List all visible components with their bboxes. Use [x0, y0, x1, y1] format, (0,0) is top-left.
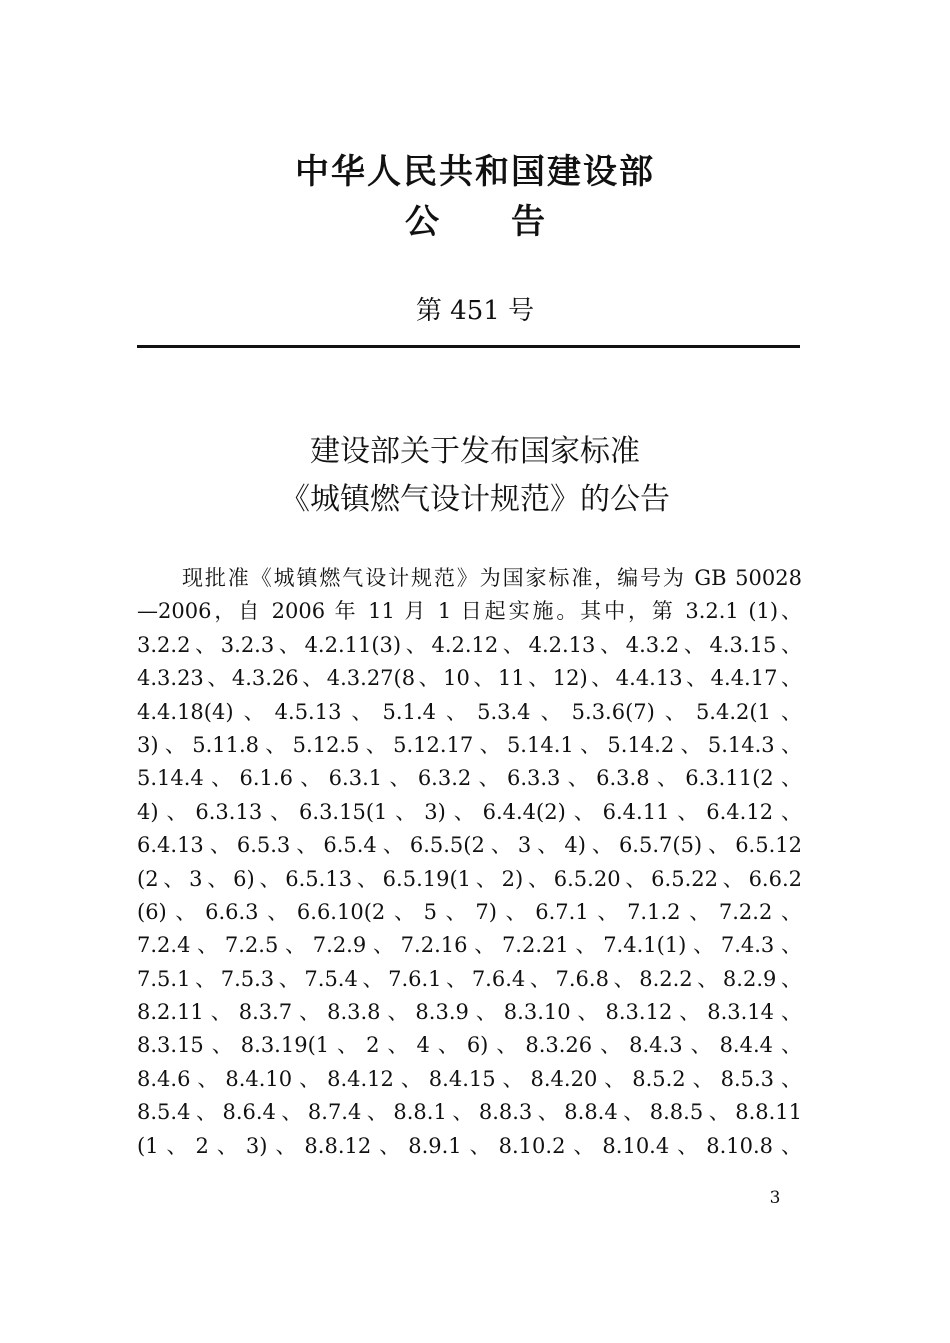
body-line: 8.4.6、8.4.10、8.4.12、8.4.15、8.4.20、8.5.2、8.5.3、: [137, 1066, 802, 1091]
body-line: 4.3.23、4.3.26、4.3.27(8、10、11、12)、4.4.13、4.4.17、: [137, 666, 802, 691]
body-line: 8.2.11、8.3.7、8.3.8、8.3.9、8.3.10、8.3.12、8.3.14、: [137, 1000, 802, 1025]
header-divider: [137, 345, 800, 348]
body-line: —2006，自 2006 年 11 月 1 日起实施。其中，第 3.2.1 (1)、: [137, 599, 802, 624]
body-line: 6.4.13、6.5.3、6.5.4、6.5.5(2、3、4)、6.5.7(5)、6.5.12: [137, 833, 802, 858]
notice-number: 第 451 号: [415, 296, 535, 326]
body-line: (1、2、3)、8.8.12、8.9.1、8.10.2、8.10.4、8.10.8、: [137, 1133, 802, 1158]
body-line: 4.4.18(4)、4.5.13、5.1.4、5.3.4、5.3.6(7)、5.4.2(1、: [137, 699, 802, 724]
notice-word-1: 公: [405, 202, 439, 242]
announcement-headline: [0, 428, 950, 524]
announcement-body: [137, 562, 802, 1163]
body-line: 4)、6.3.13、6.3.15(1、3)、6.4.4(2)、6.4.11、6.4.12、: [137, 799, 802, 824]
headline-line-1: 建设部关于发布国家标准: [310, 434, 640, 469]
body-line: 3.2.2、3.2.3、4.2.11(3)、4.2.12、4.2.13、4.3.2、4.3.15、: [137, 632, 802, 657]
body-line: 8.3.15、8.3.19(1、2、4、6)、8.3.26、8.4.3、8.4.4、: [137, 1033, 802, 1058]
body-line: (2、3、6)、6.5.13、6.5.19(1、2)、6.5.20、6.5.22、6.6.2: [137, 866, 802, 891]
notice-word-2: 告: [511, 202, 545, 242]
page-number: 3: [769, 1188, 781, 1208]
body-line: 7.2.4、7.2.5、7.2.9、7.2.16、7.2.21、7.4.1(1)、7.4.3、: [137, 933, 802, 958]
body-line: 7.5.1、7.5.3、7.5.4、7.6.1、7.6.4、7.6.8、8.2.2、8.2.9、: [137, 966, 802, 991]
notice-title: [0, 200, 950, 244]
body-line: 5.14.4、6.1.6、6.3.1、6.3.2、6.3.3、6.3.8、6.3.11(2、: [137, 766, 802, 791]
headline-line-2: 《城镇燃气设计规范》的公告: [280, 482, 670, 517]
body-line: (6)、6.6.3、6.6.10(2、5、7)、6.7.1、7.1.2、7.2.2、: [137, 899, 802, 924]
ministry-title: 中华人民共和国建设部: [295, 152, 655, 192]
body-line: 8.5.4、8.6.4、8.7.4、8.8.1、8.8.3、8.8.4、8.8.5、8.8.11: [137, 1100, 802, 1125]
body-line: 3)、5.11.8、5.12.5、5.12.17、5.14.1、5.14.2、5.14.3、: [137, 732, 802, 757]
body-line: 现批准《城镇燃气设计规范》为国家标准，编号为 GB 50028: [182, 566, 802, 590]
